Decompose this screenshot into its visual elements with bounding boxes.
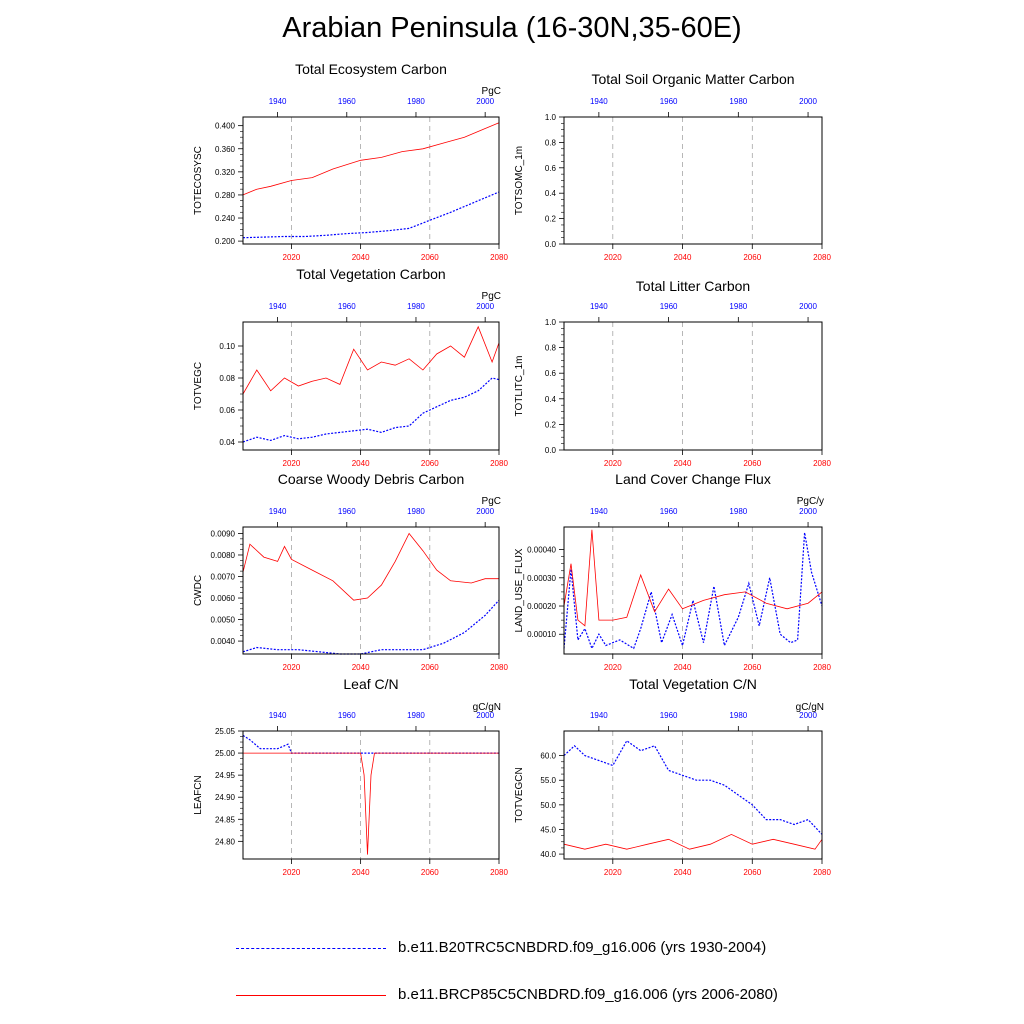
y-axis-label: LAND_USE_FLUX xyxy=(514,548,525,633)
y-tick-label: 0.0040 xyxy=(210,637,235,647)
y-tick-label: 0.2 xyxy=(544,420,556,430)
y-tick-label: 0.8 xyxy=(544,138,556,148)
x-bottom-tick-label: 2040 xyxy=(673,253,692,262)
y-tick-label: 24.85 xyxy=(214,815,235,825)
y-tick-label: 55.0 xyxy=(540,776,556,786)
chart-panel-6 xyxy=(514,471,831,672)
x-top-tick-label: 1940 xyxy=(268,97,287,106)
y-axis-label: TOTVEGC xyxy=(193,361,204,411)
x-top-tick-label: 2000 xyxy=(799,711,817,720)
chart-panel-5 xyxy=(193,471,508,672)
x-top-tick-label: 2000 xyxy=(476,507,495,516)
x-bottom-tick-label: 2040 xyxy=(351,868,370,877)
x-top-tick-label: 2000 xyxy=(476,97,495,106)
plot-frame xyxy=(243,322,499,450)
x-top-tick-label: 1940 xyxy=(268,711,287,720)
y-tick-label: 0.00030 xyxy=(527,573,556,583)
series-projection-line xyxy=(564,530,822,626)
chart-title: Land Cover Change Flux xyxy=(615,471,771,487)
units-label: gC/gN xyxy=(472,702,501,713)
x-top-tick-label: 2000 xyxy=(799,302,817,311)
y-tick-label: 0.00020 xyxy=(527,602,556,612)
y-tick-label: 0.6 xyxy=(544,369,556,379)
chart-title: Leaf C/N xyxy=(343,676,399,692)
x-bottom-tick-label: 2080 xyxy=(813,253,831,262)
y-tick-label: 0.06 xyxy=(219,406,235,415)
x-bottom-tick-label: 2020 xyxy=(282,253,301,262)
x-bottom-tick-label: 2080 xyxy=(813,459,831,468)
x-bottom-tick-label: 2040 xyxy=(673,868,692,877)
x-bottom-tick-label: 2080 xyxy=(490,253,508,262)
x-top-tick-label: 1940 xyxy=(589,711,608,720)
plot-frame xyxy=(243,117,499,244)
x-top-tick-label: 1980 xyxy=(729,507,748,516)
x-bottom-tick-label: 2080 xyxy=(490,663,508,672)
y-tick-label: 24.80 xyxy=(214,837,235,847)
y-tick-label: 40.0 xyxy=(540,850,556,860)
series-projection-line xyxy=(243,123,499,195)
legend-label-series1: b.e11.B20TRC5CNBDRD.f09_g16.006 (yrs 1930-2004) xyxy=(398,939,767,956)
series-historical-line xyxy=(243,600,499,654)
chart-panel-1 xyxy=(193,61,508,262)
x-bottom-tick-label: 2060 xyxy=(743,459,762,468)
x-bottom-tick-label: 2080 xyxy=(490,868,508,877)
y-tick-label: 50.0 xyxy=(540,800,556,810)
chart-title: Total Soil Organic Matter Carbon xyxy=(591,71,795,87)
chart-title: Total Litter Carbon xyxy=(635,278,751,294)
units-label: gC/gN xyxy=(795,702,824,713)
x-top-tick-label: 1960 xyxy=(659,711,678,720)
x-top-tick-label: 1940 xyxy=(268,302,287,311)
chart-title: Total Vegetation C/N xyxy=(629,676,757,692)
y-tick-label: 0.240 xyxy=(214,214,235,224)
y-tick-label: 0.400 xyxy=(214,121,235,131)
y-axis-label: TOTSOMC_1m xyxy=(514,145,525,216)
y-tick-label: 0.4 xyxy=(544,394,556,404)
x-bottom-tick-label: 2020 xyxy=(603,253,622,262)
plot-frame xyxy=(564,117,822,244)
series-historical-line xyxy=(564,741,822,835)
x-top-tick-label: 1940 xyxy=(589,97,608,106)
y-tick-label: 0.0 xyxy=(544,446,556,455)
chart-panel-2 xyxy=(514,71,831,262)
chart-title: Coarse Woody Debris Carbon xyxy=(277,471,465,487)
y-tick-label: 0.0070 xyxy=(210,572,235,582)
x-top-tick-label: 1960 xyxy=(337,97,356,106)
chart-panel-3 xyxy=(193,266,508,468)
series-historical-line xyxy=(243,735,499,753)
plot-frame xyxy=(564,527,822,654)
y-axis-label: TOTLITC_1m xyxy=(514,355,525,417)
x-bottom-tick-label: 2060 xyxy=(743,663,762,672)
x-top-tick-label: 2000 xyxy=(476,302,495,311)
plot-frame xyxy=(564,731,822,859)
chart-panel-8 xyxy=(514,676,831,877)
y-tick-label: 25.00 xyxy=(214,749,235,759)
x-bottom-tick-label: 2060 xyxy=(420,868,439,877)
units-label: PgC/y xyxy=(796,496,824,507)
x-bottom-tick-label: 2080 xyxy=(813,663,831,672)
x-top-tick-label: 1960 xyxy=(659,97,678,106)
series-historical-line xyxy=(243,192,499,238)
x-bottom-tick-label: 2040 xyxy=(673,459,692,468)
y-tick-label: 0.280 xyxy=(214,190,235,200)
x-bottom-tick-label: 2020 xyxy=(282,663,301,672)
y-tick-label: 45.0 xyxy=(540,825,556,835)
y-tick-label: 0.360 xyxy=(214,144,235,154)
x-top-tick-label: 1940 xyxy=(268,507,287,516)
chart-panel-7 xyxy=(193,676,508,877)
y-tick-label: 25.05 xyxy=(214,727,235,736)
x-bottom-tick-label: 2060 xyxy=(420,663,439,672)
x-top-tick-label: 1980 xyxy=(407,302,425,311)
y-tick-label: 0.320 xyxy=(214,167,235,177)
y-axis-label: LEAFCN xyxy=(193,775,204,815)
y-tick-label: 0.0080 xyxy=(210,550,235,560)
series-historical-line xyxy=(564,533,822,649)
x-top-tick-label: 2000 xyxy=(799,507,817,516)
x-bottom-tick-label: 2080 xyxy=(490,459,508,468)
figure-title: Arabian Peninsula (16-30N,35-60E) xyxy=(282,12,742,44)
y-tick-label: 1.0 xyxy=(544,318,556,327)
x-top-tick-label: 1980 xyxy=(729,302,748,311)
plot-frame xyxy=(243,731,499,859)
chart-panel-4 xyxy=(514,278,831,468)
y-tick-label: 0.200 xyxy=(214,237,235,247)
y-tick-label: 0.0090 xyxy=(210,529,235,539)
x-top-tick-label: 1960 xyxy=(659,507,678,516)
y-tick-label: 24.90 xyxy=(214,793,235,803)
y-tick-label: 60.0 xyxy=(540,751,556,761)
y-tick-label: 0.00010 xyxy=(527,630,556,640)
y-tick-label: 0.2 xyxy=(544,214,556,224)
x-bottom-tick-label: 2060 xyxy=(420,459,439,468)
y-tick-label: 1.0 xyxy=(544,113,556,122)
x-top-tick-label: 1960 xyxy=(659,302,678,311)
x-bottom-tick-label: 2020 xyxy=(603,868,622,877)
y-tick-label: 0.8 xyxy=(544,343,556,353)
series-projection-line xyxy=(243,327,499,394)
legend-line-series2 xyxy=(236,995,386,996)
y-tick-label: 0.4 xyxy=(544,189,556,199)
chart-title: Total Vegetation Carbon xyxy=(296,266,446,282)
x-top-tick-label: 2000 xyxy=(476,711,495,720)
x-bottom-tick-label: 2060 xyxy=(743,253,762,262)
x-bottom-tick-label: 2060 xyxy=(420,253,439,262)
units-label: PgC xyxy=(481,291,501,302)
x-top-tick-label: 1940 xyxy=(589,302,608,311)
x-top-tick-label: 1960 xyxy=(337,711,356,720)
legend-line-series1 xyxy=(236,948,386,949)
x-top-tick-label: 1980 xyxy=(729,97,748,106)
x-top-tick-label: 1960 xyxy=(337,507,356,516)
series-historical-line xyxy=(243,378,499,442)
x-bottom-tick-label: 2080 xyxy=(813,868,831,877)
units-label: PgC xyxy=(481,86,501,97)
y-tick-label: 0.10 xyxy=(219,342,235,351)
x-top-tick-label: 2000 xyxy=(799,97,817,106)
x-bottom-tick-label: 2040 xyxy=(351,663,370,672)
x-bottom-tick-label: 2040 xyxy=(351,459,370,468)
series-projection-line xyxy=(243,534,499,601)
y-tick-label: 0.08 xyxy=(219,374,235,383)
x-bottom-tick-label: 2040 xyxy=(673,663,692,672)
y-axis-label: TOTVEGCN xyxy=(514,767,525,823)
x-bottom-tick-label: 2020 xyxy=(282,459,301,468)
x-top-tick-label: 1960 xyxy=(337,302,356,311)
x-top-tick-label: 1980 xyxy=(407,507,425,516)
y-tick-label: 0.6 xyxy=(544,163,556,173)
y-axis-label: CWDC xyxy=(193,574,204,607)
chart-title: Total Ecosystem Carbon xyxy=(295,61,447,77)
y-axis-label: TOTECOSYSC xyxy=(193,146,204,215)
x-top-tick-label: 1980 xyxy=(407,711,425,720)
x-bottom-tick-label: 2020 xyxy=(603,663,622,672)
x-top-tick-label: 1980 xyxy=(729,711,748,720)
y-tick-label: 24.95 xyxy=(214,771,235,781)
y-tick-label: 0.0 xyxy=(544,240,556,249)
x-bottom-tick-label: 2060 xyxy=(743,868,762,877)
series-projection-line xyxy=(564,834,822,849)
x-bottom-tick-label: 2020 xyxy=(282,868,301,877)
x-bottom-tick-label: 2020 xyxy=(603,459,622,468)
y-tick-label: 0.00040 xyxy=(527,545,556,555)
series-projection-line xyxy=(243,753,499,855)
plot-frame xyxy=(564,322,822,450)
legend-label-series2: b.e11.BRCP85C5CNBDRD.f09_g16.006 (yrs 2006-2080) xyxy=(398,986,778,1003)
y-tick-label: 0.0050 xyxy=(210,615,235,625)
x-top-tick-label: 1980 xyxy=(407,97,425,106)
units-label: PgC xyxy=(481,496,501,507)
x-bottom-tick-label: 2040 xyxy=(351,253,370,262)
x-top-tick-label: 1940 xyxy=(589,507,608,516)
y-tick-label: 0.0060 xyxy=(210,594,235,604)
y-tick-label: 0.04 xyxy=(219,438,235,447)
